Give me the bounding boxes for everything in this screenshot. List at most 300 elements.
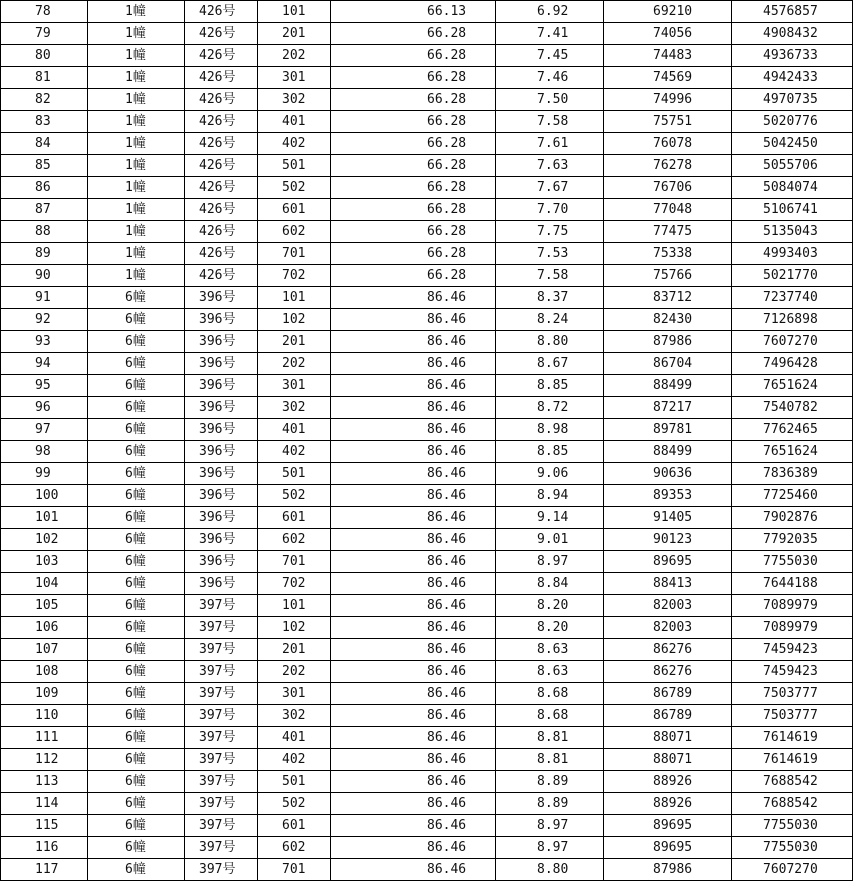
unit-price-cell: 74056 <box>604 23 732 45</box>
building-cell: 1幢 <box>88 23 185 45</box>
building-cell: 6幢 <box>88 551 185 573</box>
total-price-cell: 4970735 <box>732 89 853 111</box>
area-cell: 86.46 <box>331 837 496 859</box>
unit-price-cell: 87986 <box>604 331 732 353</box>
room-number-cell: 701 <box>258 243 331 265</box>
house-number-cell: 397号 <box>185 727 258 749</box>
total-price-cell: 7651624 <box>732 441 853 463</box>
building-cell: 1幢 <box>88 67 185 89</box>
unit-price-cell: 75766 <box>604 265 732 287</box>
house-number-cell: 396号 <box>185 309 258 331</box>
house-number-cell: 396号 <box>185 573 258 595</box>
table-row <box>1 463 853 485</box>
total-price-cell: 5042450 <box>732 133 853 155</box>
row-number-cell: 79 <box>1 23 88 45</box>
room-number-cell: 301 <box>258 375 331 397</box>
row-number-cell: 98 <box>1 441 88 463</box>
unit-price-cell: 76278 <box>604 155 732 177</box>
building-cell: 6幢 <box>88 661 185 683</box>
unit-price-cell: 88499 <box>604 375 732 397</box>
house-number-cell: 396号 <box>185 353 258 375</box>
unit-price-value-cell: 8.97 <box>496 837 604 859</box>
unit-price-value-cell: 8.97 <box>496 551 604 573</box>
row-number-cell: 91 <box>1 287 88 309</box>
row-number-cell: 97 <box>1 419 88 441</box>
row-number-cell: 80 <box>1 45 88 67</box>
total-price-cell: 7614619 <box>732 727 853 749</box>
unit-price-cell: 87217 <box>604 397 732 419</box>
unit-price-cell: 88413 <box>604 573 732 595</box>
unit-price-cell: 82003 <box>604 617 732 639</box>
room-number-cell: 501 <box>258 463 331 485</box>
unit-price-cell: 74483 <box>604 45 732 67</box>
unit-price-value-cell: 8.85 <box>496 441 604 463</box>
building-cell: 1幢 <box>88 221 185 243</box>
room-number-cell: 602 <box>258 221 331 243</box>
unit-price-cell: 82430 <box>604 309 732 331</box>
table-row <box>1 639 853 661</box>
unit-price-value-cell: 8.20 <box>496 595 604 617</box>
row-number-cell: 106 <box>1 617 88 639</box>
row-number-cell: 107 <box>1 639 88 661</box>
house-number-cell: 397号 <box>185 793 258 815</box>
area-cell: 86.46 <box>331 749 496 771</box>
unit-price-value-cell: 9.01 <box>496 529 604 551</box>
total-price-cell: 5021770 <box>732 265 853 287</box>
building-cell: 1幢 <box>88 177 185 199</box>
unit-price-cell: 86789 <box>604 705 732 727</box>
total-price-cell: 7755030 <box>732 837 853 859</box>
unit-price-value-cell: 8.37 <box>496 287 604 309</box>
unit-price-cell: 76706 <box>604 177 732 199</box>
house-number-cell: 396号 <box>185 463 258 485</box>
row-number-cell: 108 <box>1 661 88 683</box>
house-number-cell: 426号 <box>185 23 258 45</box>
area-cell: 86.46 <box>331 397 496 419</box>
house-number-cell: 396号 <box>185 441 258 463</box>
house-number-cell: 396号 <box>185 507 258 529</box>
area-cell: 66.28 <box>331 199 496 221</box>
row-number-cell: 102 <box>1 529 88 551</box>
row-number-cell: 87 <box>1 199 88 221</box>
unit-price-cell: 74569 <box>604 67 732 89</box>
area-cell: 86.46 <box>331 859 496 881</box>
total-price-cell: 7607270 <box>732 859 853 881</box>
area-cell: 66.28 <box>331 265 496 287</box>
room-number-cell: 202 <box>258 353 331 375</box>
row-number-cell: 103 <box>1 551 88 573</box>
table-row <box>1 287 853 309</box>
total-price-cell: 4908432 <box>732 23 853 45</box>
unit-price-cell: 90636 <box>604 463 732 485</box>
house-number-cell: 397号 <box>185 859 258 881</box>
table-row <box>1 23 853 45</box>
table-row <box>1 573 853 595</box>
table-row <box>1 815 853 837</box>
building-cell: 1幢 <box>88 111 185 133</box>
room-number-cell: 201 <box>258 331 331 353</box>
area-cell: 86.46 <box>331 309 496 331</box>
table-row <box>1 551 853 573</box>
area-cell: 66.28 <box>331 177 496 199</box>
table-row <box>1 441 853 463</box>
unit-price-cell: 88926 <box>604 793 732 815</box>
area-cell: 66.28 <box>331 45 496 67</box>
area-cell: 66.28 <box>331 23 496 45</box>
house-number-cell: 426号 <box>185 221 258 243</box>
unit-price-cell: 89695 <box>604 837 732 859</box>
table-row <box>1 485 853 507</box>
room-number-cell: 502 <box>258 485 331 507</box>
area-cell: 86.46 <box>331 617 496 639</box>
house-number-cell: 397号 <box>185 595 258 617</box>
area-cell: 66.28 <box>331 111 496 133</box>
room-number-cell: 601 <box>258 507 331 529</box>
building-cell: 6幢 <box>88 639 185 661</box>
room-number-cell: 401 <box>258 111 331 133</box>
total-price-cell: 7496428 <box>732 353 853 375</box>
total-price-cell: 7607270 <box>732 331 853 353</box>
room-number-cell: 402 <box>258 749 331 771</box>
building-cell: 1幢 <box>88 265 185 287</box>
table-row <box>1 419 853 441</box>
unit-price-value-cell: 8.63 <box>496 661 604 683</box>
house-number-cell: 426号 <box>185 243 258 265</box>
room-number-cell: 402 <box>258 441 331 463</box>
area-cell: 86.46 <box>331 551 496 573</box>
row-number-cell: 90 <box>1 265 88 287</box>
total-price-cell: 5135043 <box>732 221 853 243</box>
house-number-cell: 426号 <box>185 67 258 89</box>
unit-price-cell: 89695 <box>604 551 732 573</box>
room-number-cell: 102 <box>258 617 331 639</box>
house-number-cell: 426号 <box>185 199 258 221</box>
area-cell: 86.46 <box>331 287 496 309</box>
room-number-cell: 201 <box>258 639 331 661</box>
row-number-cell: 115 <box>1 815 88 837</box>
row-number-cell: 116 <box>1 837 88 859</box>
row-number-cell: 86 <box>1 177 88 199</box>
unit-price-value-cell: 8.97 <box>496 815 604 837</box>
row-number-cell: 93 <box>1 331 88 353</box>
unit-price-value-cell: 8.63 <box>496 639 604 661</box>
area-cell: 66.28 <box>331 221 496 243</box>
total-price-cell: 7792035 <box>732 529 853 551</box>
unit-price-value-cell: 7.58 <box>496 265 604 287</box>
unit-price-value-cell: 8.67 <box>496 353 604 375</box>
table-row <box>1 397 853 419</box>
house-number-cell: 397号 <box>185 771 258 793</box>
table-row <box>1 837 853 859</box>
house-number-cell: 396号 <box>185 331 258 353</box>
total-price-cell: 5106741 <box>732 199 853 221</box>
table-row <box>1 595 853 617</box>
row-number-cell: 78 <box>1 1 88 23</box>
total-price-cell: 7755030 <box>732 551 853 573</box>
area-cell: 86.46 <box>331 375 496 397</box>
unit-price-value-cell: 8.68 <box>496 683 604 705</box>
total-price-cell: 7688542 <box>732 793 853 815</box>
table-row <box>1 353 853 375</box>
area-cell: 86.46 <box>331 353 496 375</box>
total-price-cell: 4576857 <box>732 1 853 23</box>
area-cell: 86.46 <box>331 727 496 749</box>
area-cell: 86.46 <box>331 771 496 793</box>
area-cell: 66.28 <box>331 89 496 111</box>
unit-price-value-cell: 8.89 <box>496 771 604 793</box>
house-number-cell: 397号 <box>185 683 258 705</box>
room-number-cell: 101 <box>258 595 331 617</box>
total-price-cell: 4993403 <box>732 243 853 265</box>
unit-price-value-cell: 8.20 <box>496 617 604 639</box>
building-cell: 6幢 <box>88 353 185 375</box>
room-number-cell: 401 <box>258 727 331 749</box>
total-price-cell: 7089979 <box>732 595 853 617</box>
unit-price-value-cell: 7.58 <box>496 111 604 133</box>
house-number-cell: 397号 <box>185 837 258 859</box>
house-number-cell: 396号 <box>185 375 258 397</box>
building-cell: 6幢 <box>88 441 185 463</box>
building-cell: 1幢 <box>88 199 185 221</box>
building-cell: 6幢 <box>88 331 185 353</box>
row-number-cell: 117 <box>1 859 88 881</box>
table-row <box>1 67 853 89</box>
unit-price-cell: 74996 <box>604 89 732 111</box>
unit-price-cell: 89695 <box>604 815 732 837</box>
house-number-cell: 397号 <box>185 617 258 639</box>
room-number-cell: 602 <box>258 529 331 551</box>
total-price-cell: 7459423 <box>732 661 853 683</box>
building-cell: 6幢 <box>88 507 185 529</box>
total-price-cell: 7902876 <box>732 507 853 529</box>
area-cell: 66.28 <box>331 67 496 89</box>
room-number-cell: 301 <box>258 67 331 89</box>
building-cell: 6幢 <box>88 595 185 617</box>
row-number-cell: 111 <box>1 727 88 749</box>
room-number-cell: 101 <box>258 1 331 23</box>
total-price-cell: 7459423 <box>732 639 853 661</box>
house-number-cell: 426号 <box>185 89 258 111</box>
row-number-cell: 101 <box>1 507 88 529</box>
unit-price-value-cell: 8.68 <box>496 705 604 727</box>
row-number-cell: 100 <box>1 485 88 507</box>
room-number-cell: 202 <box>258 661 331 683</box>
total-price-cell: 7688542 <box>732 771 853 793</box>
room-number-cell: 201 <box>258 23 331 45</box>
row-number-cell: 94 <box>1 353 88 375</box>
building-cell: 6幢 <box>88 749 185 771</box>
unit-price-cell: 88071 <box>604 727 732 749</box>
table-row <box>1 133 853 155</box>
room-number-cell: 402 <box>258 133 331 155</box>
room-number-cell: 501 <box>258 771 331 793</box>
table-row <box>1 727 853 749</box>
table-row <box>1 859 853 881</box>
unit-price-cell: 77048 <box>604 199 732 221</box>
room-number-cell: 502 <box>258 177 331 199</box>
room-number-cell: 302 <box>258 89 331 111</box>
total-price-cell: 5020776 <box>732 111 853 133</box>
unit-price-cell: 88071 <box>604 749 732 771</box>
total-price-cell: 7089979 <box>732 617 853 639</box>
row-number-cell: 114 <box>1 793 88 815</box>
row-number-cell: 92 <box>1 309 88 331</box>
unit-price-value-cell: 7.75 <box>496 221 604 243</box>
room-number-cell: 601 <box>258 815 331 837</box>
building-cell: 6幢 <box>88 419 185 441</box>
building-cell: 6幢 <box>88 771 185 793</box>
row-number-cell: 113 <box>1 771 88 793</box>
row-number-cell: 112 <box>1 749 88 771</box>
area-cell: 66.28 <box>331 155 496 177</box>
unit-price-value-cell: 9.14 <box>496 507 604 529</box>
unit-price-cell: 88499 <box>604 441 732 463</box>
unit-price-cell: 87986 <box>604 859 732 881</box>
area-cell: 86.46 <box>331 529 496 551</box>
unit-price-value-cell: 7.53 <box>496 243 604 265</box>
row-number-cell: 82 <box>1 89 88 111</box>
house-number-cell: 396号 <box>185 529 258 551</box>
row-number-cell: 89 <box>1 243 88 265</box>
unit-price-cell: 89781 <box>604 419 732 441</box>
unit-price-value-cell: 8.98 <box>496 419 604 441</box>
total-price-cell: 4942433 <box>732 67 853 89</box>
area-cell: 86.46 <box>331 683 496 705</box>
unit-price-value-cell: 7.41 <box>496 23 604 45</box>
building-cell: 6幢 <box>88 287 185 309</box>
table-row <box>1 45 853 67</box>
unit-price-value-cell: 9.06 <box>496 463 604 485</box>
total-price-cell: 7126898 <box>732 309 853 331</box>
unit-price-value-cell: 7.45 <box>496 45 604 67</box>
area-cell: 86.46 <box>331 419 496 441</box>
unit-price-cell: 86276 <box>604 661 732 683</box>
unit-price-value-cell: 8.24 <box>496 309 604 331</box>
area-cell: 66.28 <box>331 133 496 155</box>
room-number-cell: 102 <box>258 309 331 331</box>
total-price-cell: 4936733 <box>732 45 853 67</box>
table-row <box>1 375 853 397</box>
table-row <box>1 89 853 111</box>
unit-price-value-cell: 7.70 <box>496 199 604 221</box>
row-number-cell: 110 <box>1 705 88 727</box>
unit-price-value-cell: 8.80 <box>496 859 604 881</box>
table-row <box>1 793 853 815</box>
unit-price-cell: 83712 <box>604 287 732 309</box>
room-number-cell: 101 <box>258 287 331 309</box>
room-number-cell: 701 <box>258 551 331 573</box>
table-row <box>1 199 853 221</box>
house-number-cell: 396号 <box>185 551 258 573</box>
building-cell: 6幢 <box>88 309 185 331</box>
unit-price-value-cell: 6.92 <box>496 1 604 23</box>
area-cell: 86.46 <box>331 331 496 353</box>
house-number-cell: 426号 <box>185 155 258 177</box>
table-row <box>1 1 853 23</box>
unit-price-cell: 75338 <box>604 243 732 265</box>
row-number-cell: 104 <box>1 573 88 595</box>
table-row <box>1 309 853 331</box>
building-cell: 6幢 <box>88 573 185 595</box>
area-cell: 86.46 <box>331 661 496 683</box>
unit-price-value-cell: 8.72 <box>496 397 604 419</box>
room-number-cell: 701 <box>258 859 331 881</box>
table-row <box>1 617 853 639</box>
row-number-cell: 81 <box>1 67 88 89</box>
unit-price-value-cell: 8.80 <box>496 331 604 353</box>
room-number-cell: 702 <box>258 573 331 595</box>
table-row <box>1 507 853 529</box>
building-cell: 6幢 <box>88 485 185 507</box>
area-cell: 86.46 <box>331 595 496 617</box>
building-cell: 1幢 <box>88 155 185 177</box>
room-number-cell: 302 <box>258 397 331 419</box>
area-cell: 86.46 <box>331 573 496 595</box>
area-cell: 86.46 <box>331 441 496 463</box>
house-number-cell: 396号 <box>185 419 258 441</box>
total-price-cell: 7836389 <box>732 463 853 485</box>
table-row <box>1 243 853 265</box>
unit-price-value-cell: 8.84 <box>496 573 604 595</box>
building-cell: 6幢 <box>88 837 185 859</box>
house-number-cell: 397号 <box>185 815 258 837</box>
house-number-cell: 426号 <box>185 111 258 133</box>
total-price-cell: 5055706 <box>732 155 853 177</box>
unit-price-cell: 90123 <box>604 529 732 551</box>
unit-price-cell: 91405 <box>604 507 732 529</box>
building-cell: 6幢 <box>88 529 185 551</box>
total-price-cell: 7755030 <box>732 815 853 837</box>
house-number-cell: 426号 <box>185 265 258 287</box>
table-row <box>1 155 853 177</box>
area-cell: 86.46 <box>331 463 496 485</box>
unit-price-value-cell: 7.61 <box>496 133 604 155</box>
unit-price-cell: 77475 <box>604 221 732 243</box>
table-row <box>1 661 853 683</box>
total-price-cell: 5084074 <box>732 177 853 199</box>
house-number-cell: 397号 <box>185 661 258 683</box>
unit-price-value-cell: 8.81 <box>496 749 604 771</box>
unit-price-cell: 86789 <box>604 683 732 705</box>
building-cell: 6幢 <box>88 727 185 749</box>
house-number-cell: 396号 <box>185 287 258 309</box>
unit-price-cell: 86704 <box>604 353 732 375</box>
house-number-cell: 397号 <box>185 705 258 727</box>
area-cell: 66.13 <box>331 1 496 23</box>
total-price-cell: 7651624 <box>732 375 853 397</box>
area-cell: 66.28 <box>331 243 496 265</box>
table-row <box>1 221 853 243</box>
house-number-cell: 397号 <box>185 639 258 661</box>
unit-price-cell: 76078 <box>604 133 732 155</box>
row-number-cell: 109 <box>1 683 88 705</box>
table-row <box>1 111 853 133</box>
total-price-cell: 7503777 <box>732 683 853 705</box>
building-cell: 6幢 <box>88 375 185 397</box>
table-row <box>1 331 853 353</box>
building-cell: 6幢 <box>88 705 185 727</box>
building-cell: 6幢 <box>88 397 185 419</box>
total-price-cell: 7644188 <box>732 573 853 595</box>
building-cell: 6幢 <box>88 815 185 837</box>
unit-price-cell: 75751 <box>604 111 732 133</box>
row-number-cell: 105 <box>1 595 88 617</box>
building-cell: 6幢 <box>88 683 185 705</box>
table-body <box>1 1 853 881</box>
building-cell: 1幢 <box>88 89 185 111</box>
area-cell: 86.46 <box>331 705 496 727</box>
unit-price-value-cell: 7.63 <box>496 155 604 177</box>
